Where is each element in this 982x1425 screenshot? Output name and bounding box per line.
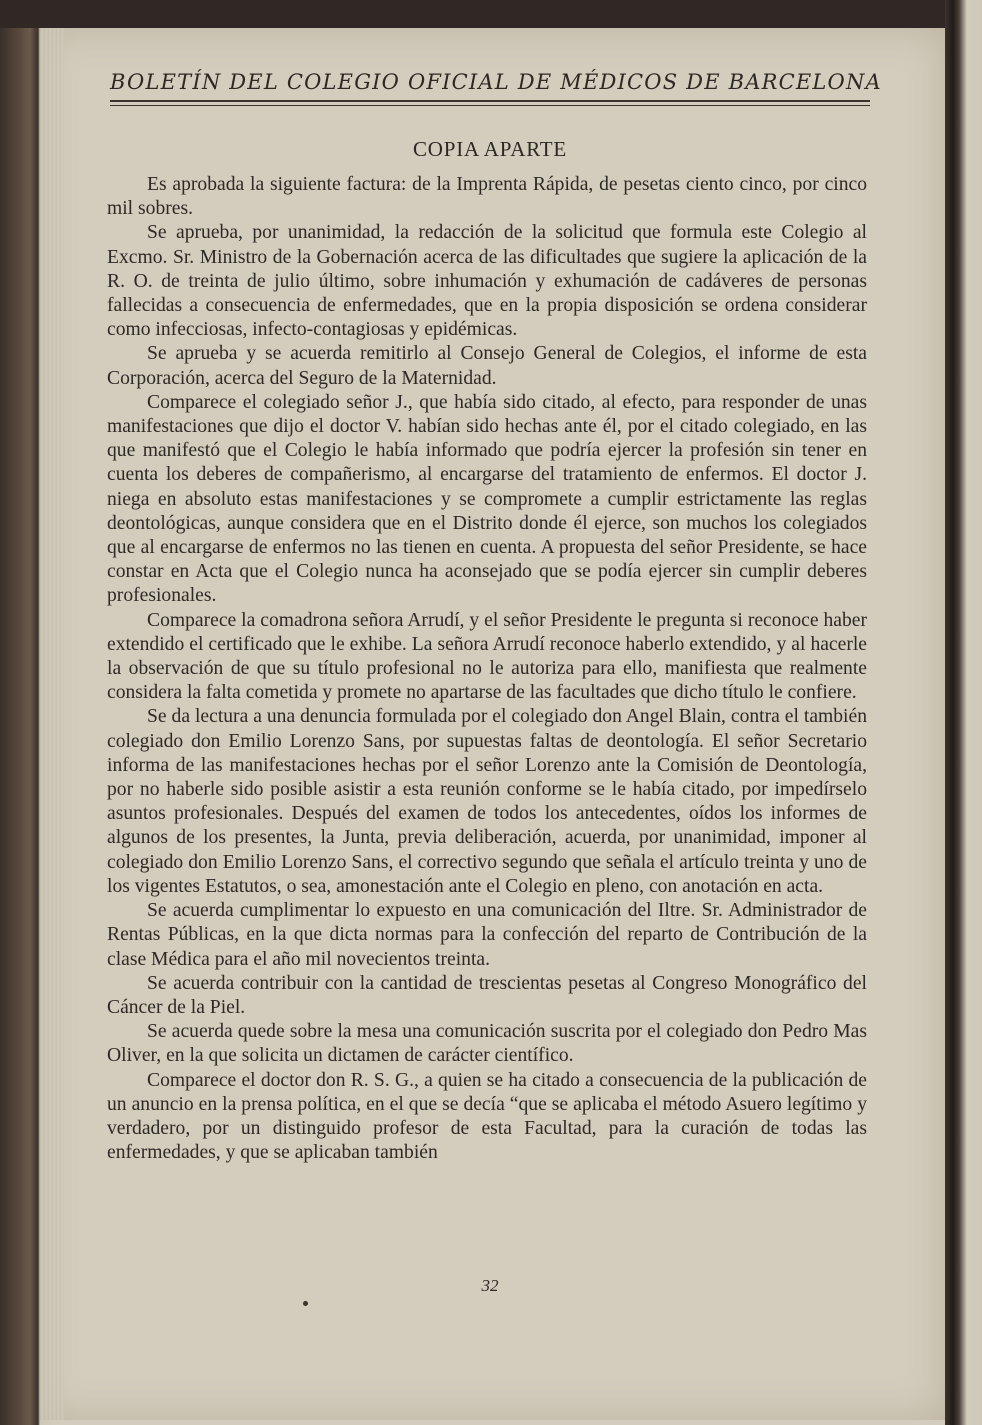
paragraph: Comparece la comadrona señora Arrudí, y el señor Presidente le pregunta si reconoce haber extendido el certificado que le exhibe. La señora Arrudí reconoce haberlo extendido, y al hacerle la observación de que su título profesional no le autoriza para ello, manifiesta que realmente considera la falta cometida y promete no apartarse de las facultades que dicho título le confiere. <box>107 609 867 704</box>
paragraph: Se aprueba y se acuerda remitirlo al Consejo General de Colegios, el informe de esta Corporación, acerca del Seguro de la Maternidad. <box>107 343 867 389</box>
body-text <box>107 173 867 1165</box>
paragraph: Se aprueba, por unanimidad, la redacción de la solicitud que formula este Colegio al Excmo. Sr. Ministro de la Gobernación acerca de las dificultades que sugiere la aplicación de la R. O. de treinta de julio último, sobre inhumación y exhumación de cadáveres de personas fallecidas a consecuencia de enfermedades, que en la propia disposición se ordena considerar como infecciosas, infecto-contagiosas y epidémicas. <box>107 222 867 341</box>
paragraph: Se da lectura a una denuncia formulada por el colegiado don Angel Blain, contra el también colegiado don Emilio Lorenzo Sans, por supuestas faltas de deontología. El señor Secretario informa de las manifestaciones hechas por el señor Lorenzo ante la Comisión de Deontología, por no haberle sido posible asistir a esta reunión conforme se le había citado, por impedírselo asuntos profesionales. Después del examen de todos los antecedentes, oídos los informes de algunos de los presentes, la Junta, previa deliberación, acuerda, por unanimidad, imponer al colegiado don Emilio Lorenzo Sans, el correctivo segundo que señala el artículo treinta y uno de los vigentes Estatutos, o sea, amonestación ante el Colegio en pleno, con anotación en acta. <box>107 706 867 897</box>
page-edge-stack <box>40 28 64 1420</box>
top-binding-edge <box>0 0 982 28</box>
right-binding-edge <box>945 0 982 1425</box>
paragraph: Se acuerda contribuir con la cantidad de trescientas pesetas al Congreso Monográfico del Cáncer de la Piel. <box>107 972 867 1018</box>
section-title: COPIA APARTE <box>412 137 568 161</box>
running-head: BOLETÍN DEL COLEGIO OFICIAL DE MÉDICOS DE BARCELONA <box>110 70 882 94</box>
header-rule-thick <box>110 100 870 102</box>
paragraph: Comparece el doctor don R. S. G., a quien se ha citado a consecuencia de la publicación de un anuncio en la prensa política, en el que se decía “que se aplicaba el método Asuero legítimo y verdadero, por un distinguido profesor de esta Facultad, para la curación de todas las enfermedades, y que se aplicaban también <box>107 1069 867 1164</box>
paragraph: Es aprobada la siguiente factura: de la Imprenta Rápida, de pesetas ciento cinco, por cinco mil sobres. <box>107 174 867 220</box>
page-number: 32 <box>481 1276 499 1295</box>
header-rule-thin <box>110 105 870 106</box>
paragraph: Se acuerda cumplimentar lo expuesto en una comunicación del Iltre. Sr. Administrador de Rentas Públicas, en la que dicta normas para la confección del reparto de Contribución de la clase Médica para el año mil novecientos treinta. <box>107 900 867 970</box>
ink-speck <box>303 1301 308 1306</box>
paragraph: Se acuerda quede sobre la mesa una comunicación suscrita por el colegiado don Pedro Mas Oliver, en la que solicita un dictamen de carácter científico. <box>107 1021 867 1067</box>
paragraph: Comparece el colegiado señor J., que había sido citado, al efecto, para responder de unas manifestaciones que dijo el doctor V. habían sido hechas ante él, por el citado colegiado, en las que manifestó que el Colegio le había informado que podría ejercer la profesión sin tener en cuenta los deberes de compañerismo, al encargarse del tratamiento de enfermos. El doctor J. niega en absoluto estas manifestaciones y se compromete a cumplir estrictamente las reglas deontológicas, aunque considera que en el Distrito donde él ejerce, son muchos los colegiados que al encargarse de enfermos no las tienen en cuenta. A propuesta del señor Presidente, se hace constar en Acta que el Colegio nunca ha aconsejado que se podía ejercer sin cumplir deberes profesionales. <box>107 391 867 607</box>
